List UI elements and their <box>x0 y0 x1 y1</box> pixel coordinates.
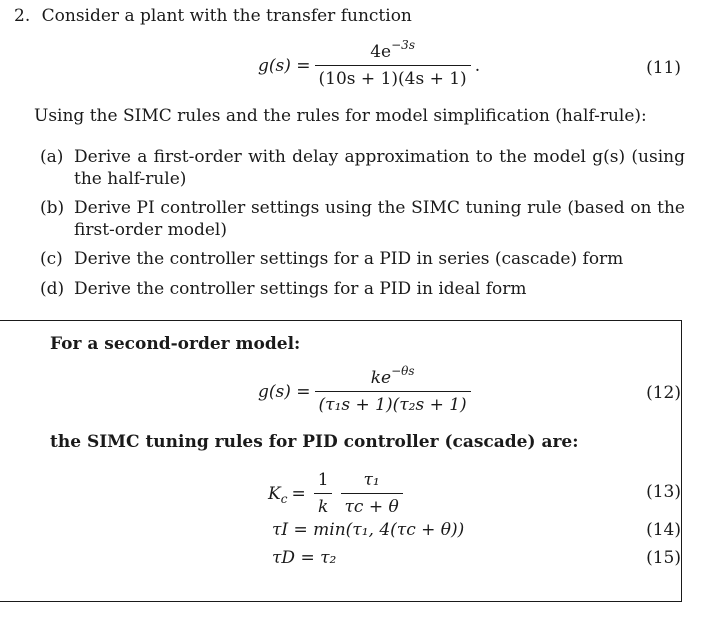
eq11-trailing: . <box>474 55 481 76</box>
item-label: (c) <box>40 249 63 269</box>
eq11-numerator: $4e^{-3s}$ <box>370 38 415 62</box>
equation-15: τD = τ₂ <box>272 548 337 568</box>
eq12-denominator: (τ₁s + 1)(τ₂s + 1) <box>315 391 471 415</box>
eq12-lhs: g(s) = <box>258 381 311 402</box>
list-item <box>40 197 685 241</box>
problem-intro: Using the SIMC rules and the rules for model simplification (half-rule): <box>34 106 647 126</box>
item-text: Derive a first-order with delay approximation to the model g(s) (using the half-rule) <box>74 147 685 189</box>
box-heading: For a second-order model: <box>50 334 301 354</box>
eq11-lhs: g(s) = <box>258 55 311 76</box>
eq12-fraction <box>315 364 471 415</box>
equation-11 <box>258 38 481 89</box>
equation-12 <box>258 364 475 415</box>
item-label: (b) <box>40 198 65 218</box>
item-label: (d) <box>40 279 65 299</box>
hint-box <box>0 320 682 602</box>
eq13-lhs: $K_c$ <box>268 483 288 506</box>
eq11-denominator: (10s + 1)(4s + 1) <box>315 65 471 89</box>
eq13-fraction-2: $\frac{\text{τ₁}}{\tau c + \theta}$ <box>341 470 403 517</box>
problem-number: 2. <box>14 6 31 26</box>
list-item <box>40 146 685 190</box>
eq12-numerator: $ke^{-\theta s}$ <box>370 364 415 388</box>
eq15-number: (15) <box>646 548 681 568</box>
equation-13 <box>268 470 407 517</box>
eq11-fraction <box>315 38 471 89</box>
eq11-number: (11) <box>646 58 681 78</box>
eq12-number: (12) <box>646 383 681 403</box>
equation-14: τI = min(τ₁, 4(τc + θ)) <box>272 520 465 540</box>
eq13-fraction-1: $\frac{1}{k}$ <box>314 470 333 517</box>
eq13-number: (13) <box>646 482 681 502</box>
problem-header <box>14 6 412 26</box>
item-text: Derive PI controller settings using the SIMC tuning rule (based on the first-order model) <box>74 198 685 240</box>
item-text: Derive the controller settings for a PID in ideal form <box>74 279 527 299</box>
eq13-equals: = <box>291 483 306 504</box>
list-item <box>40 248 685 270</box>
item-label: (a) <box>40 147 64 167</box>
problem-statement: Consider a plant with the transfer function <box>41 6 412 26</box>
rules-heading: the SIMC tuning rules for PID controller (cascade) are: <box>50 432 579 452</box>
eq14-number: (14) <box>646 520 681 540</box>
item-text: Derive the controller settings for a PID in series (cascade) form <box>74 249 624 269</box>
list-item <box>40 278 685 300</box>
